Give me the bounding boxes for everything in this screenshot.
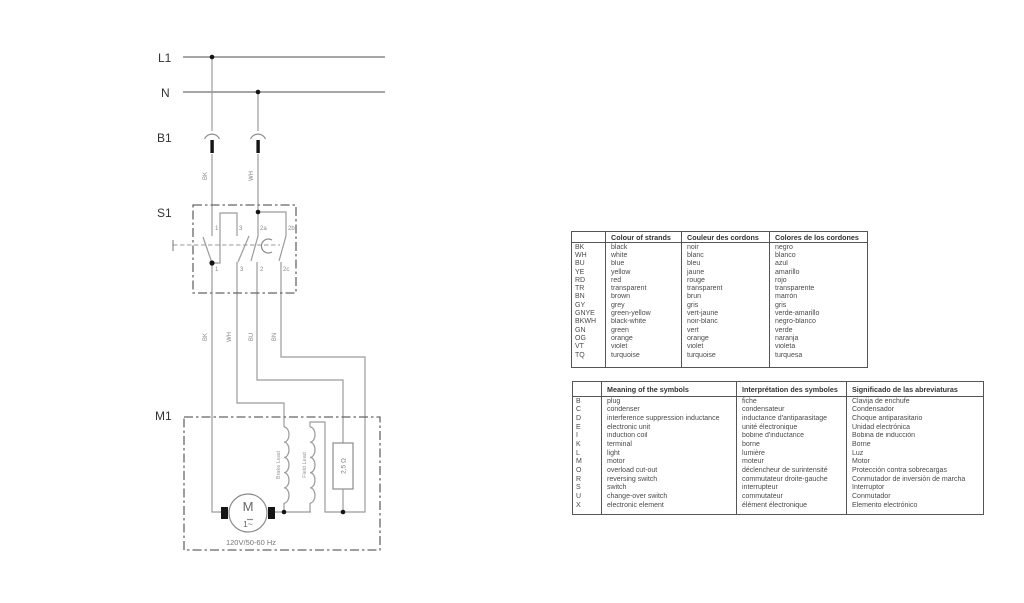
symbols-cell-2-en: interference suppression inductance — [601, 414, 736, 423]
label-b1: B1 — [157, 131, 172, 145]
wire-bk-to-motor — [212, 263, 221, 512]
colors-cell-6-fr: brun — [681, 293, 769, 301]
symbols-cell-0-fr: fiche — [736, 397, 846, 406]
s1-terminal-bottom-2: 2 — [260, 267, 264, 273]
table-header-symbols-2: Interprétation des symboles — [736, 382, 846, 397]
junction-dot — [256, 210, 261, 215]
symbols-cell-4-es: Bobina de inducción — [846, 432, 983, 441]
symbols-cell-12-en: electronic element — [601, 501, 736, 510]
symbols-cell-2-fr: inductance d'antiparasitage — [736, 414, 846, 423]
colors-cell-0-es: negro — [769, 243, 867, 251]
colors-cell-5-fr: transparent — [681, 284, 769, 292]
wire-label-bk-upper: BK — [203, 171, 209, 181]
symbols-filler-2 — [736, 509, 846, 514]
symbols-cell-9-es: Conmutador de inversión de marcha — [846, 475, 983, 484]
colors-cell-10-es: verde — [769, 326, 867, 334]
symbols-cell-2-code: D — [576, 415, 582, 423]
symbols-cell-8-es: Protección contra sobrecargas — [846, 466, 983, 475]
symbols-cell-10-en: switch — [601, 483, 736, 492]
colors-cell-0-en: black — [605, 243, 681, 251]
switch-blade-3 — [238, 236, 249, 262]
s1-terminal-top-1: 1 — [215, 226, 219, 232]
circuit-diagram — [0, 0, 430, 603]
symbols-cell-10-fr: interrupteur — [736, 483, 846, 492]
s1-terminal-bottom-1: 1 — [215, 267, 219, 273]
resistor-value-label: 2,5 Ω — [340, 458, 348, 474]
colors-cell-7-en: grey — [605, 301, 681, 309]
switch-blade-1 — [203, 237, 212, 263]
symbols-cell-9-en: reversing switch — [601, 475, 736, 484]
symbols-cell-1-es: Condensador — [846, 406, 983, 415]
colors-cell-13-es: turquesa — [769, 351, 867, 359]
plug-pin-right-icon — [256, 140, 259, 153]
wire-s1-2b-branch — [258, 212, 286, 236]
field-lead-label: Field Lead — [302, 452, 308, 478]
colors-cell-4-fr: rouge — [681, 276, 769, 284]
colors-cell-12-code: VT — [575, 343, 584, 351]
table-header-symbols-3: Significado de las abreviaturas — [846, 382, 983, 397]
s1-link-1-to-3 — [212, 213, 237, 263]
motor-letter: M — [242, 499, 254, 514]
colors-cell-4-es: rojo — [769, 276, 867, 284]
colors-cell-13-code: TQ — [575, 351, 585, 359]
detent-arc-icon — [261, 239, 272, 253]
s1-terminal-bottom-3: 3 — [240, 267, 244, 273]
colors-cell-10-code: GN — [575, 326, 586, 334]
colors-cell-8-code: GNYE — [575, 310, 595, 318]
colors-cell-8-en: green-yellow — [605, 309, 681, 317]
symbols-cell-7-code: M — [576, 458, 582, 466]
colors-filler-0 — [572, 359, 605, 367]
symbols-cell-1-fr: condensateur — [736, 406, 846, 415]
symbols-cell-12-code: X — [576, 501, 581, 509]
colors-cell-0-code: BK — [575, 243, 585, 251]
brake-coil-icon — [284, 427, 289, 503]
switch-blade-2b — [279, 236, 286, 261]
colors-cell-7-es: gris — [769, 301, 867, 309]
colors-cell-3-code: YE — [575, 268, 585, 276]
colors-cell-5-en: transparent — [605, 284, 681, 292]
wire-label-wh-upper: WH — [249, 171, 255, 181]
symbols-cell-6-en: light — [601, 449, 736, 458]
symbols-cell-7-en: motor — [601, 457, 736, 466]
colors-cell-8-es: verde-amarillo — [769, 309, 867, 317]
colors-cell-5-es: transparente — [769, 284, 867, 292]
colors-cell-0-fr: noir — [681, 243, 769, 251]
colors-cell-11-en: orange — [605, 334, 681, 342]
colors-cell-2-en: blue — [605, 260, 681, 268]
motor-rating-label: 120V/50-60 Hz — [225, 538, 277, 547]
brake-lead-label: Brake Lead — [276, 450, 282, 480]
label-m1: M1 — [155, 409, 172, 423]
colors-cell-5-code: TR — [575, 285, 585, 293]
colors-cell-4-code: RD — [575, 276, 586, 284]
symbols-cell-8-code: O — [576, 466, 582, 474]
junction-dot — [282, 510, 287, 515]
colors-cell-7-fr: gris — [681, 301, 769, 309]
symbols-cell-11-fr: commutateur — [736, 492, 846, 501]
symbols-cell-12-fr: élément électronique — [736, 501, 846, 510]
symbols-cell-1-code: C — [576, 406, 582, 414]
colors-cell-10-en: green — [605, 326, 681, 334]
table-header-symbols-0 — [573, 382, 601, 397]
colors-filler-1 — [605, 359, 681, 367]
colour-code-table — [571, 231, 868, 368]
junction-dot — [210, 55, 215, 60]
colors-cell-6-en: brown — [605, 293, 681, 301]
s1-terminal-top-2b: 2b — [288, 226, 295, 232]
symbols-cell-2-es: Choque antiparasitario — [846, 414, 983, 423]
plug-socket-arc-right-icon — [251, 134, 266, 139]
symbols-cell-0-en: plug — [601, 397, 736, 406]
symbols-cell-9-code: R — [576, 475, 582, 483]
symbols-cell-3-es: Unidad electrónica — [846, 423, 983, 432]
colors-cell-9-fr: noir-blanc — [681, 318, 769, 326]
label-n: N — [161, 86, 170, 100]
symbols-cell-3-en: electronic unit — [601, 423, 736, 432]
colors-cell-6-code: BN — [575, 293, 585, 301]
symbols-cell-7-fr: moteur — [736, 457, 846, 466]
table-header-colors-1: Colour of strands — [605, 232, 681, 243]
colors-cell-2-fr: bleu — [681, 260, 769, 268]
colors-cell-12-es: violeta — [769, 343, 867, 351]
symbols-cell-5-es: Borne — [846, 440, 983, 449]
s1-terminal-top-3: 3 — [239, 226, 243, 232]
colors-cell-8-fr: vert-jaune — [681, 309, 769, 317]
colors-cell-12-fr: violet — [681, 343, 769, 351]
symbols-cell-3-code: E — [576, 423, 581, 431]
symbols-filler-3 — [846, 509, 983, 514]
junction-dot — [341, 510, 346, 515]
symbols-cell-11-code: U — [576, 492, 582, 500]
symbols-cell-12-es: Elemento electrónico — [846, 501, 983, 510]
switch-blade-2a — [251, 236, 258, 261]
plug-socket-arc-left-icon — [205, 134, 220, 139]
wire-wh-lower — [237, 262, 284, 427]
symbols-cell-4-code: I — [576, 432, 578, 440]
symbols-cell-8-fr: déclencheur de surintensité — [736, 466, 846, 475]
symbols-cell-11-en: change-over switch — [601, 492, 736, 501]
symbols-cell-0-code: B — [576, 397, 581, 405]
wire-bu-lower — [257, 262, 343, 443]
colors-filler-2 — [681, 359, 769, 367]
colors-cell-4-en: red — [605, 276, 681, 284]
colors-cell-13-en: turquoise — [605, 351, 681, 359]
colors-cell-3-fr: jaune — [681, 268, 769, 276]
colors-cell-2-code: BU — [575, 260, 585, 268]
m1-motor-box — [184, 417, 380, 550]
wire-bn-lower — [281, 262, 365, 512]
symbols-cell-7-es: Motor — [846, 457, 983, 466]
symbols-cell-10-code: S — [576, 484, 581, 492]
table-header-colors-2: Couleur des cordons — [681, 232, 769, 243]
colors-cell-1-code: WH — [575, 251, 587, 259]
symbols-cell-4-en: induction coil — [601, 432, 736, 441]
colors-cell-3-es: amarillo — [769, 268, 867, 276]
table-header-symbols-1: Meaning of the symbols — [601, 382, 736, 397]
colors-cell-10-fr: vert — [681, 326, 769, 334]
colors-cell-11-es: naranja — [769, 334, 867, 342]
symbols-cell-8-en: overload cut-out — [601, 466, 736, 475]
colors-cell-9-code: BKWH — [575, 318, 596, 326]
colors-cell-13-fr: turquoise — [681, 351, 769, 359]
symbols-cell-9-fr: commutateur droite-gauche — [736, 475, 846, 484]
motor-phase-label: 1~ — [243, 519, 253, 529]
colors-cell-3-en: yellow — [605, 268, 681, 276]
symbols-cell-0-es: Clavija de enchufe — [846, 397, 983, 406]
junction-dot — [256, 90, 261, 95]
colors-cell-1-es: blanco — [769, 251, 867, 259]
table-header-colors-3: Colores de los cordones — [769, 232, 867, 243]
symbols-cell-6-code: L — [576, 449, 580, 457]
motor-terminal-right — [268, 507, 275, 519]
colors-cell-11-code: OG — [575, 334, 586, 342]
colors-cell-9-es: negro-blanco — [769, 318, 867, 326]
symbols-filler-1 — [601, 509, 736, 514]
symbols-cell-4-fr: bobine d'inductance — [736, 432, 846, 441]
field-coil-icon — [310, 427, 315, 503]
wire-label-wh-lower: WH — [227, 332, 233, 342]
colors-cell-6-es: marrón — [769, 293, 867, 301]
colors-cell-1-fr: blanc — [681, 251, 769, 259]
symbols-cell-6-es: Luz — [846, 449, 983, 458]
s1-terminal-bottom-2c: 2c — [283, 267, 290, 273]
symbols-cell-6-fr: lumière — [736, 449, 846, 458]
symbols-cell-5-code: K — [576, 441, 581, 449]
symbols-cell-1-en: condenser — [601, 406, 736, 415]
colors-cell-11-fr: orange — [681, 334, 769, 342]
symbols-cell-3-fr: unité électronique — [736, 423, 846, 432]
s1-terminal-top-2a: 2a — [260, 226, 267, 232]
symbols-cell-5-fr: borne — [736, 440, 846, 449]
plug-pin-left-icon — [210, 140, 213, 153]
symbol-meaning-table — [572, 381, 984, 515]
wire-label-bn-lower: BN — [272, 332, 278, 342]
colors-cell-9-en: black-white — [605, 318, 681, 326]
label-l1: L1 — [158, 51, 172, 65]
colors-cell-7-code: GY — [575, 301, 586, 309]
table-header-colors-0 — [572, 232, 605, 243]
wire-label-bk-lower: BK — [203, 332, 209, 342]
symbols-filler-0 — [573, 509, 601, 514]
symbols-cell-5-en: terminal — [601, 440, 736, 449]
colors-cell-1-en: white — [605, 251, 681, 259]
colors-cell-2-es: azul — [769, 260, 867, 268]
wire-label-bu-lower: BU — [249, 332, 255, 342]
label-s1: S1 — [157, 206, 172, 220]
colors-cell-12-en: violet — [605, 343, 681, 351]
colors-filler-3 — [769, 359, 867, 367]
junction-dot — [209, 260, 214, 265]
symbols-cell-11-es: Conmutador — [846, 492, 983, 501]
motor-terminal-left — [221, 507, 228, 519]
symbols-cell-10-es: Interruptor — [846, 483, 983, 492]
